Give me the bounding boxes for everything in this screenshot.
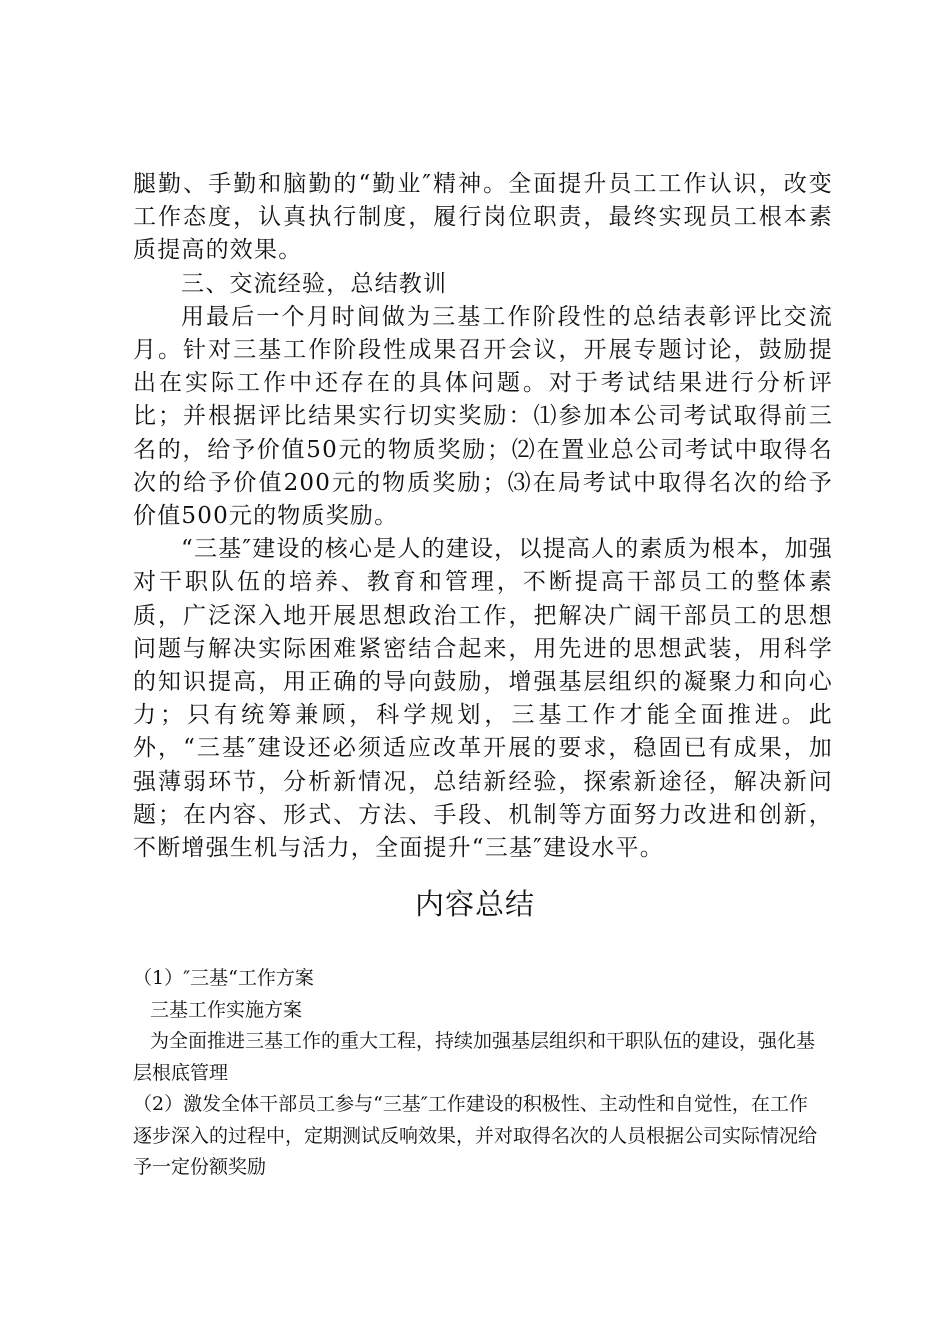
body-paragraph: 用最后一个月时间做为三基工作阶段性的总结表彰评比交流月。针对三基工作阶段性成果召开会议，开展专题讨论，鼓励提出在实际工作中还存在的具体问题。对于考试结果进行分析评比；并根据评比结果实行切实奖励：⑴参加本公司考试取得前三名的，给予价值50元的物质奖励；⑵在置业总公司考试中取得名次的给予价值200元的物质奖励；⑶在局考试中取得名次的给予价值500元的物质奖励。 (133, 303, 833, 530)
body-paragraph: “三基″建设的核心是人的建设，以提高人的素质为根本，加强对干职队伍的培养、教育和管理，不断提高干部员工的整体素质，广泛深入地开展思想政治工作，把解决广阔干部员工的思想问题与解决实际困难紧密结合起来，用先进的思想武装，用科学的知识提高，用正确的导向鼓励，增强基层组织的凝聚力和向心力；只有统筹兼顾，科学规划，三基工作才能全面推进。此外，“三基″建设还必须适应改革开展的要求，稳固已有成果，加强薄弱环节，分析新情况，总结新经验，探索新途径，解决新问题；在内容、形式、方法、手段、机制等方面努力改进和创新，不断增强生机与活力，全面提升“三基″建设水平。 (133, 536, 833, 862)
summary-line: （1）″三基“工作方案 (133, 967, 314, 989)
summary-line: 为全面推进三基工作的重大工程，持续加强基层组织和干职队伍的建设，强化基层根底管理 (133, 1030, 816, 1084)
section-heading: 三、交流经验，总结教训 (181, 270, 448, 297)
document-body (133, 168, 833, 865)
summary-body (133, 963, 823, 1184)
body-paragraph: 腿勤、手勤和脑勤的“勤业″精神。全面提升员工工作认识，改变工作态度，认真执行制度，履行岗位职责，最终实现员工根本素质提高的效果。 (133, 171, 833, 264)
summary-line: （2）激发全体干部员工参与“三基″工作建设的积极性、主动性和自觉性，在工作逐步深入的过程中，定期测试反响效果，并对取得名次的人员根据公司实际情况给予一定份额奖励 (133, 1093, 818, 1178)
summary-title: 内容总结 (414, 887, 535, 921)
summary-line: 三基工作实施方案 (150, 998, 303, 1021)
